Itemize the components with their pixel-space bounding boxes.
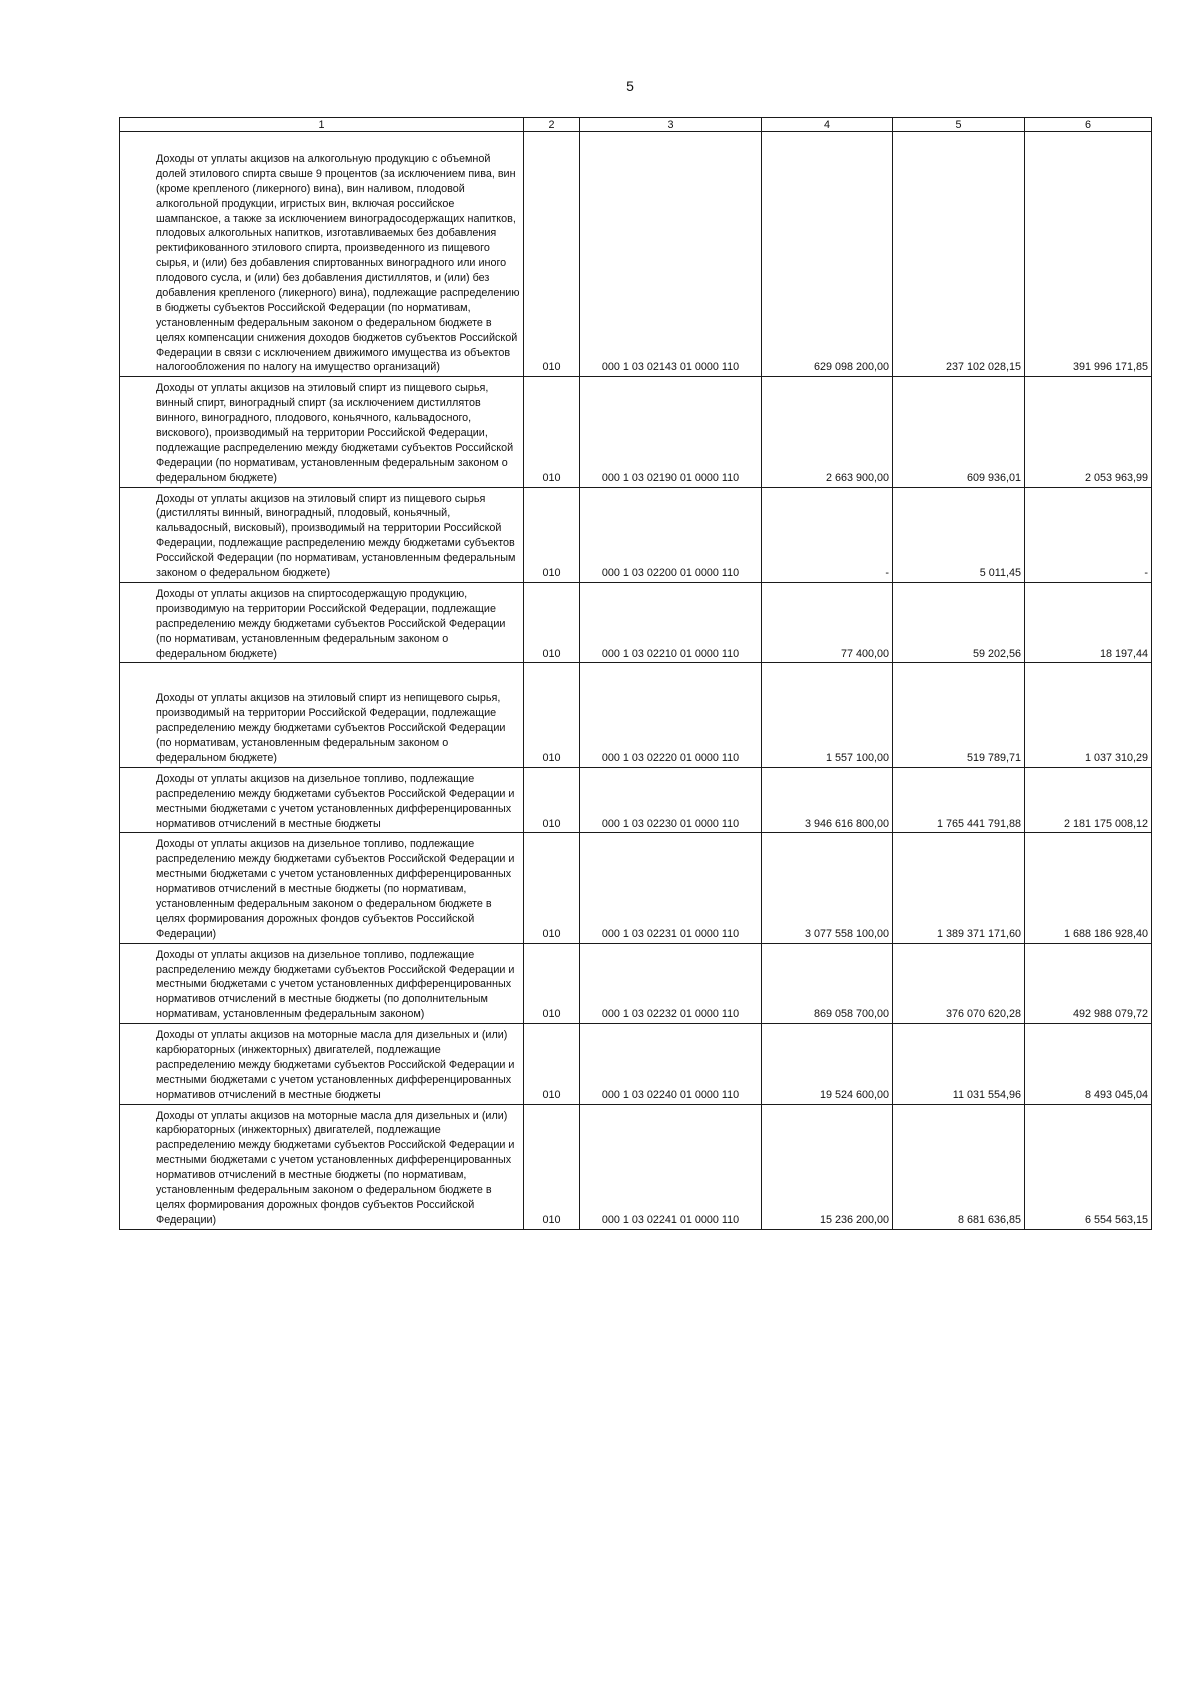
row-description: Доходы от уплаты акцизов на алкогольную продукцию с объемной долей этилового спирта свыше 9 процентов (за исключением пива, вин (кроме крепленого (ликерного) вина), вин наливом, плодовой алкогольной продукции, игристых вин, включая российское шампанское, а также за исключением виноградосодержащих напитков, плодовых алкогольных напитков, изготавливаемых без добавления ректификованного этилового спирта, произведенного из пищевого сырья, и (или) без добавления спиртованных виноградного или иного плодового сусла, и (или) без добавления дистиллятов, и (или) без добавления крепленого (ликерного) вина), подлежащие распределению в бюджеты субъектов Российской Федерации (по нормативам, установленным федеральным законом о федеральном бюджете в целях компенсации снижения доходов бюджетов субъектов Российской Федерации в связи с исключением движимого имущества из объектов налогообложения по налогу на имущество организаций) xyxy=(120,132,524,377)
row-income-code: 000 1 03 02190 01 0000 110 xyxy=(580,377,762,487)
row-approved: 77 400,00 xyxy=(762,582,893,662)
row-description: Доходы от уплаты акцизов на дизельное топливо, подлежащие распределению между бюджетами субъектов Российской Федерации и местными бюджетами с учетом установленных дифференцированных нормативов отчислений в местные бюджеты (по нормативам, установленным федеральным законом о федеральном бюджете в целях формирования дорожных фондов субъектов Российской Федерации) xyxy=(120,833,524,943)
column-header-6: 6 xyxy=(1025,118,1152,132)
row-unexecuted: 18 197,44 xyxy=(1025,582,1152,662)
table-row xyxy=(120,833,1152,943)
row-executed: 59 202,56 xyxy=(893,582,1025,662)
row-executed: 1 389 371 171,60 xyxy=(893,833,1025,943)
row-line-code: 010 xyxy=(524,132,580,377)
row-description: Доходы от уплаты акцизов на моторные масла для дизельных и (или) карбюраторных (инжекторных) двигателей, подлежащие распределению между бюджетами субъектов Российской Федерации и местными бюджетами с учетом установленных дифференцированных нормативов отчислений в местные бюджеты xyxy=(120,1024,524,1104)
row-income-code: 000 1 03 02240 01 0000 110 xyxy=(580,1024,762,1104)
row-executed: 376 070 620,28 xyxy=(893,943,1025,1023)
row-approved: 15 236 200,00 xyxy=(762,1104,893,1229)
row-income-code: 000 1 03 02210 01 0000 110 xyxy=(580,582,762,662)
column-number-row xyxy=(120,118,1152,132)
row-approved: 19 524 600,00 xyxy=(762,1024,893,1104)
row-income-code: 000 1 03 02241 01 0000 110 xyxy=(580,1104,762,1229)
row-approved: 2 663 900,00 xyxy=(762,377,893,487)
column-header-1: 1 xyxy=(120,118,524,132)
row-executed: 237 102 028,15 xyxy=(893,132,1025,377)
table-row xyxy=(120,767,1152,833)
row-income-code: 000 1 03 02232 01 0000 110 xyxy=(580,943,762,1023)
row-income-code: 000 1 03 02220 01 0000 110 xyxy=(580,663,762,767)
row-line-code: 010 xyxy=(524,833,580,943)
row-unexecuted: 1 688 186 928,40 xyxy=(1025,833,1152,943)
row-line-code: 010 xyxy=(524,1104,580,1229)
row-unexecuted: 2 181 175 008,12 xyxy=(1025,767,1152,833)
row-executed: 11 031 554,96 xyxy=(893,1024,1025,1104)
row-description: Доходы от уплаты акцизов на дизельное топливо, подлежащие распределению между бюджетами субъектов Российской Федерации и местными бюджетами с учетом установленных дифференцированных нормативов отчислений в местные бюджеты (по дополнительным нормативам, установленным федеральным законом) xyxy=(120,943,524,1023)
row-line-code: 010 xyxy=(524,582,580,662)
table-row xyxy=(120,1024,1152,1104)
table-row xyxy=(120,663,1152,767)
row-approved: - xyxy=(762,487,893,582)
row-description: Доходы от уплаты акцизов на этиловый спирт из непищевого сырья, производимый на территории Российской Федерации, подлежащие распределению между бюджетами субъектов Российской Федерации (по нормативам, установленным федеральным законом о федеральном бюджете) xyxy=(120,663,524,767)
column-header-5: 5 xyxy=(893,118,1025,132)
row-approved: 3 946 616 800,00 xyxy=(762,767,893,833)
row-description: Доходы от уплаты акцизов на моторные масла для дизельных и (или) карбюраторных (инжекторных) двигателей, подлежащие распределению между бюджетами субъектов Российской Федерации и местными бюджетами с учетом установленных дифференцированных нормативов отчислений в местные бюджеты (по нормативам, установленным федеральным законом о федеральном бюджете в целях формирования дорожных фондов субъектов Российской Федерации) xyxy=(120,1104,524,1229)
table-row xyxy=(120,582,1152,662)
table-row xyxy=(120,132,1152,377)
row-description: Доходы от уплаты акцизов на дизельное топливо, подлежащие распределению между бюджетами субъектов Российской Федерации и местными бюджетами с учетом установленных дифференцированных нормативов отчислений в местные бюджеты xyxy=(120,767,524,833)
row-description: Доходы от уплаты акцизов на этиловый спирт из пищевого сырья (дистилляты винный, виноградный, плодовый, коньячный, кальвадосный, висковый), производимый на территории Российской Федерации, подлежащие распределению между бюджетами субъектов Российской Федерации (по нормативам, установленным федеральным законом о федеральном бюджете) xyxy=(120,487,524,582)
row-executed: 5 011,45 xyxy=(893,487,1025,582)
row-unexecuted: - xyxy=(1025,487,1152,582)
row-description: Доходы от уплаты акцизов на этиловый спирт из пищевого сырья, винный спирт, виноградный спирт (за исключением дистиллятов винного, виноградного, плодового, коньячного, кальвадосного, вискового), производимый на территории Российской Федерации, подлежащие распределению между бюджетами субъектов Российской Федерации (по нормативам, установленным федеральным законом о федеральном бюджете) xyxy=(120,377,524,487)
row-approved: 3 077 558 100,00 xyxy=(762,833,893,943)
row-line-code: 010 xyxy=(524,1024,580,1104)
row-line-code: 010 xyxy=(524,377,580,487)
row-income-code: 000 1 03 02230 01 0000 110 xyxy=(580,767,762,833)
row-unexecuted: 8 493 045,04 xyxy=(1025,1024,1152,1104)
row-approved: 1 557 100,00 xyxy=(762,663,893,767)
row-unexecuted: 391 996 171,85 xyxy=(1025,132,1152,377)
row-line-code: 010 xyxy=(524,663,580,767)
row-line-code: 010 xyxy=(524,487,580,582)
row-executed: 609 936,01 xyxy=(893,377,1025,487)
row-unexecuted: 492 988 079,72 xyxy=(1025,943,1152,1023)
row-unexecuted: 1 037 310,29 xyxy=(1025,663,1152,767)
row-approved: 629 098 200,00 xyxy=(762,132,893,377)
income-table xyxy=(119,117,1152,1230)
row-executed: 519 789,71 xyxy=(893,663,1025,767)
row-executed: 1 765 441 791,88 xyxy=(893,767,1025,833)
column-header-2: 2 xyxy=(524,118,580,132)
column-header-4: 4 xyxy=(762,118,893,132)
row-income-code: 000 1 03 02231 01 0000 110 xyxy=(580,833,762,943)
row-description: Доходы от уплаты акцизов на спиртосодержащую продукцию, производимую на территории Российской Федерации, подлежащие распределению между бюджетами субъектов Российской Федерации (по нормативам, установленным федеральным законом о федеральном бюджете) xyxy=(120,582,524,662)
row-executed: 8 681 636,85 xyxy=(893,1104,1025,1229)
table-row xyxy=(120,943,1152,1023)
table-row xyxy=(120,487,1152,582)
row-line-code: 010 xyxy=(524,943,580,1023)
table-row xyxy=(120,1104,1152,1229)
row-unexecuted: 6 554 563,15 xyxy=(1025,1104,1152,1229)
table-row xyxy=(120,377,1152,487)
row-income-code: 000 1 03 02200 01 0000 110 xyxy=(580,487,762,582)
row-unexecuted: 2 053 963,99 xyxy=(1025,377,1152,487)
column-header-3: 3 xyxy=(580,118,762,132)
page-number: 5 xyxy=(626,78,634,94)
row-approved: 869 058 700,00 xyxy=(762,943,893,1023)
row-income-code: 000 1 03 02143 01 0000 110 xyxy=(580,132,762,377)
row-line-code: 010 xyxy=(524,767,580,833)
